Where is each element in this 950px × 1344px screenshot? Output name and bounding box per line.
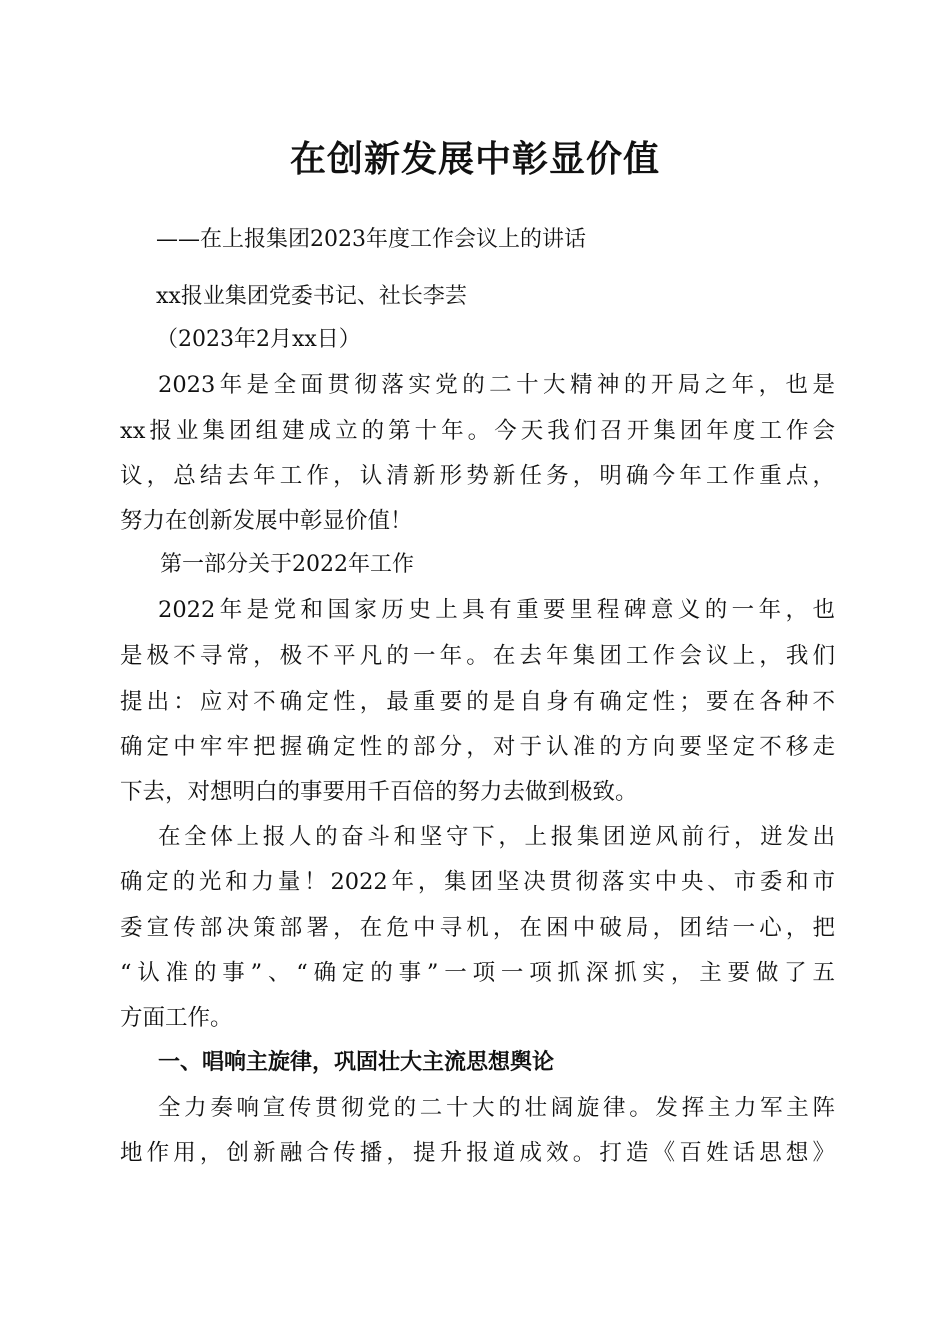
paragraph-line: 全力奏响宣传贯彻党的二十大的壮阔旋律。发挥主力军主阵 (158, 1095, 835, 1121)
paragraph-line: 地作用，创新融合传播，提升报道成效。打造《百姓话思想》 (120, 1140, 835, 1166)
document-title: 在创新发展中彰显价值 (289, 139, 660, 180)
paragraph-line: “认准的事”、“确定的事”一项一项抓深抓实，主要做了五 (120, 960, 835, 986)
document-author: xx报业集团党委书记、社长李芸 (156, 284, 467, 309)
paragraph-line: 2023年是全面贯彻落实党的二十大精神的开局之年，也是 (158, 372, 835, 398)
section-heading: 一、唱响主旋律，巩固壮大主流思想舆论 (158, 1050, 555, 1075)
paragraph-line: 提出：应对不确定性，最重要的是自身有确定性；要在各种不 (120, 689, 835, 715)
paragraph-line: 在全体上报人的奋斗和坚守下，上报集团逆风前行，迸发出 (158, 824, 835, 850)
paragraph-line: 委宣传部决策部署，在危中寻机，在困中破局，团结一心，把 (120, 915, 835, 941)
part-heading: 第一部分关于2022年工作 (160, 552, 414, 577)
paragraph-line: 确定中牢牢把握确定性的部分，对于认准的方向要坚定不移走 (120, 734, 835, 760)
paragraph-line: 确定的光和力量！2022年，集团坚决贯彻落实中央、市委和市 (120, 869, 835, 895)
document-date: （2023年2月xx日） (156, 327, 361, 352)
paragraph-line: xx报业集团组建成立的第十年。今天我们召开集团年度工作会 (120, 418, 835, 444)
paragraph-line: 2022年是党和国家历史上具有重要里程碑意义的一年，也 (158, 597, 835, 623)
paragraph-line: 是极不寻常，极不平凡的一年。在去年集团工作会议上，我们 (120, 643, 835, 669)
document-subtitle: ——在上报集团2023年度工作会议上的讲话 (156, 227, 586, 252)
paragraph-line: 议，总结去年工作，认清新形势新任务，明确今年工作重点， (120, 463, 835, 489)
paragraph-line: 下去，对想明白的事要用千百倍的努力去做到极致。 (120, 779, 638, 805)
paragraph-line: 努力在创新发展中彰显价值！ (120, 508, 413, 534)
paragraph-line: 方面工作。 (120, 1005, 233, 1031)
